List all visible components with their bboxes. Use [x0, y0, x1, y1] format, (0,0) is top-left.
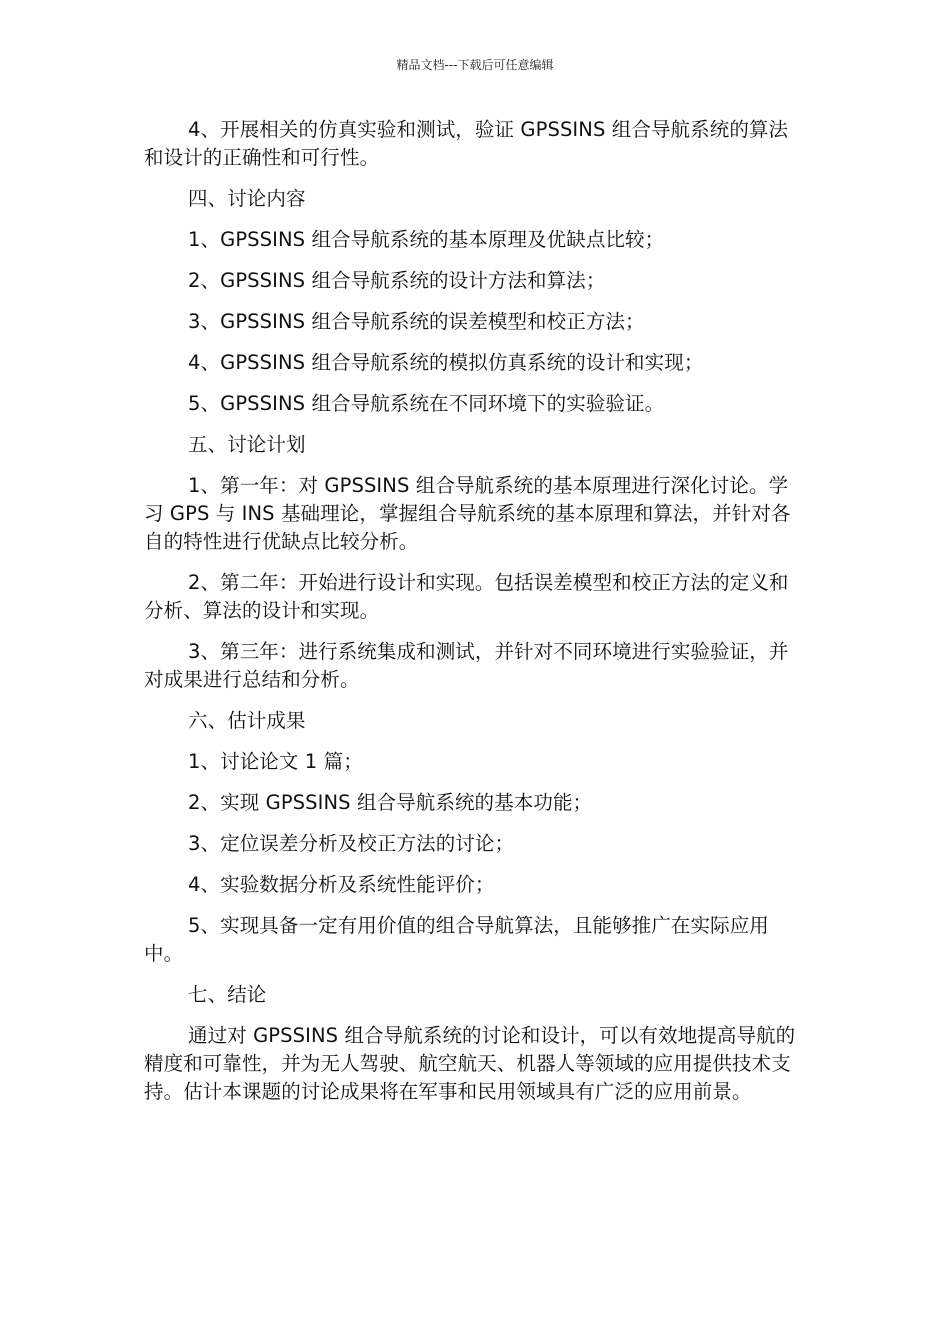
- result-item-5: 5、实现具备一定有用价值的组合导航算法，且能够推广在实际应用中。: [144, 914, 769, 965]
- section-heading-expected-results: 六、估计成果: [188, 709, 306, 732]
- plan-item-year-1: 1、第一年：对 GPSSINS 组合导航系统的基本原理进行深化讨论。学习 GPS 与 INS 基础理论，掌握组合导航系统的基本原理和算法，并针对各自的特性进行优缺点比较分析。: [144, 474, 791, 553]
- content-item-5: 5、GPSSINS 组合导航系统在不同环境下的实验验证。: [188, 392, 665, 415]
- content-item-2: 2、GPSSINS 组合导航系统的设计方法和算法；: [188, 269, 606, 292]
- plan-item-year-3: 3、第三年：进行系统集成和测试，并针对不同环境进行实验验证，并对成果进行总结和分析。: [144, 640, 789, 691]
- section-heading-research-content: 四、讨论内容: [188, 187, 306, 210]
- result-item-2: 2、实现 GPSSINS 组合导航系统的基本功能；: [188, 791, 593, 814]
- plan-item-year-2: 2、第二年：开始进行设计和实现。包括误差模型和校正方法的定义和分析、算法的设计和实现。: [144, 571, 789, 622]
- result-item-1: 1、讨论论文 1 篇；: [188, 750, 363, 773]
- section-heading-research-plan: 五、讨论计划: [188, 433, 306, 456]
- conclusion-paragraph: 通过对 GPSSINS 组合导航系统的讨论和设计，可以有效地提高导航的精度和可靠性，并为无人驾驶、航空航天、机器人等领域的应用提供技术支持。估计本课题的讨论成果将在军事和民用领域具有广泛的应用前景。: [144, 1024, 796, 1103]
- item-4-experiments: 4、开展相关的仿真实验和测试，验证 GPSSINS 组合导航系统的算法和设计的正确性和可行性。: [144, 118, 789, 169]
- result-item-3: 3、定位误差分析及校正方法的讨论；: [188, 832, 515, 855]
- content-item-3: 3、GPSSINS 组合导航系统的误差模型和校正方法；: [188, 310, 645, 333]
- content-item-4: 4、GPSSINS 组合导航系统的模拟仿真系统的设计和实现；: [188, 351, 704, 374]
- page-header: 精品文档---下载后可任意编辑: [396, 58, 554, 72]
- content-item-1: 1、GPSSINS 组合导航系统的基本原理及优缺点比较；: [188, 228, 665, 251]
- document-body: [144, 116, 806, 1119]
- result-item-4: 4、实验数据分析及系统性能评价；: [188, 873, 495, 896]
- section-heading-conclusion: 七、结论: [188, 983, 267, 1006]
